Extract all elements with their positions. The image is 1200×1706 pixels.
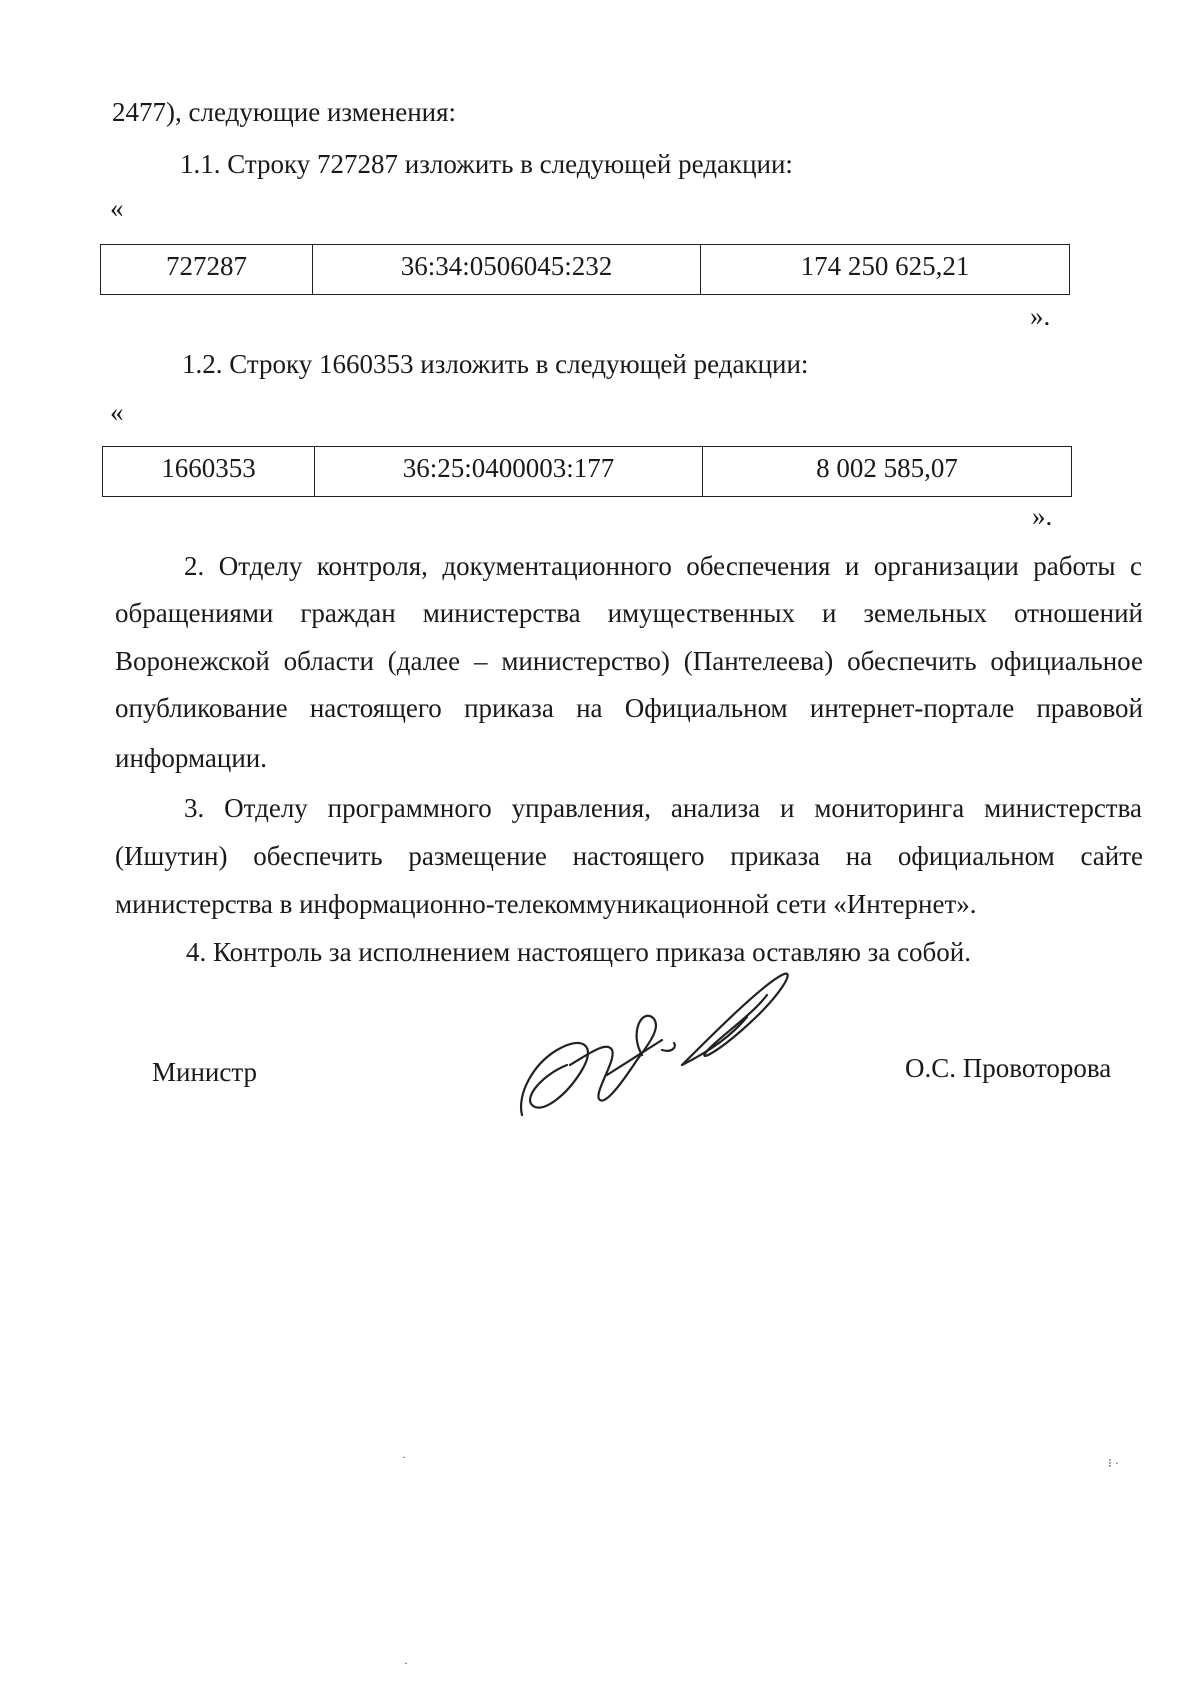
signatory-position: Министр <box>152 1057 257 1087</box>
scan-speck: ⁝ · <box>1108 1456 1119 1470</box>
item-1-1: 1.1. Строку 727287 изложить в следующей редакции: <box>180 149 793 179</box>
para2-line-3: Воронежской области (далее – министерство) (Пантелеева) обеспечить официальное <box>115 646 1143 676</box>
para2-line-5: информации. <box>115 743 267 773</box>
table-row-1660353 <box>102 446 1072 497</box>
table-row-727287 <box>100 244 1070 295</box>
table2-cell-value: 8 002 585,07 <box>703 447 1072 497</box>
signatory-name: О.С. Провоторова <box>905 1053 1112 1083</box>
table2-cell-number: 1660353 <box>103 447 315 497</box>
para3-line-2: (Ишутин) обеспечить размещение настоящего приказа на официальном сайте <box>115 841 1143 871</box>
table1-close-quote: ». <box>1030 301 1051 331</box>
table1-cell-value: 174 250 625,21 <box>701 245 1070 295</box>
table2-cell-cadastral: 36:25:0400003:177 <box>315 447 703 497</box>
table1-open-quote: « <box>110 193 124 223</box>
scan-speck: · <box>402 1450 406 1464</box>
scan-speck: · <box>404 1656 408 1670</box>
para2-line-4: опубликование настоящего приказа на Официальном интернет-портале правовой <box>115 693 1143 723</box>
para2-line-1: 2. Отделу контроля, документационного обеспечения и организации работы с <box>184 551 1142 581</box>
para2-line-2: обращениями граждан министерства имущественных и земельных отношений <box>115 598 1143 628</box>
table2-close-quote: ». <box>1032 501 1053 531</box>
table2-open-quote: « <box>110 397 124 427</box>
para4: 4. Контроль за исполнением настоящего приказа оставляю за собой. <box>186 937 971 967</box>
intro-tail: 2477), следующие изменения: <box>112 97 457 127</box>
handwritten-signature <box>512 955 792 1125</box>
table1-cell-number: 727287 <box>101 245 313 295</box>
para3-line-1: 3. Отделу программного управления, анализа и мониторинга министерства <box>184 793 1142 823</box>
para3-line-3: министерства в информационно-телекоммуникационной сети «Интернет». <box>115 889 977 919</box>
table1-cell-cadastral: 36:34:0506045:232 <box>313 245 701 295</box>
item-1-2: 1.2. Строку 1660353 изложить в следующей редакции: <box>182 349 809 379</box>
